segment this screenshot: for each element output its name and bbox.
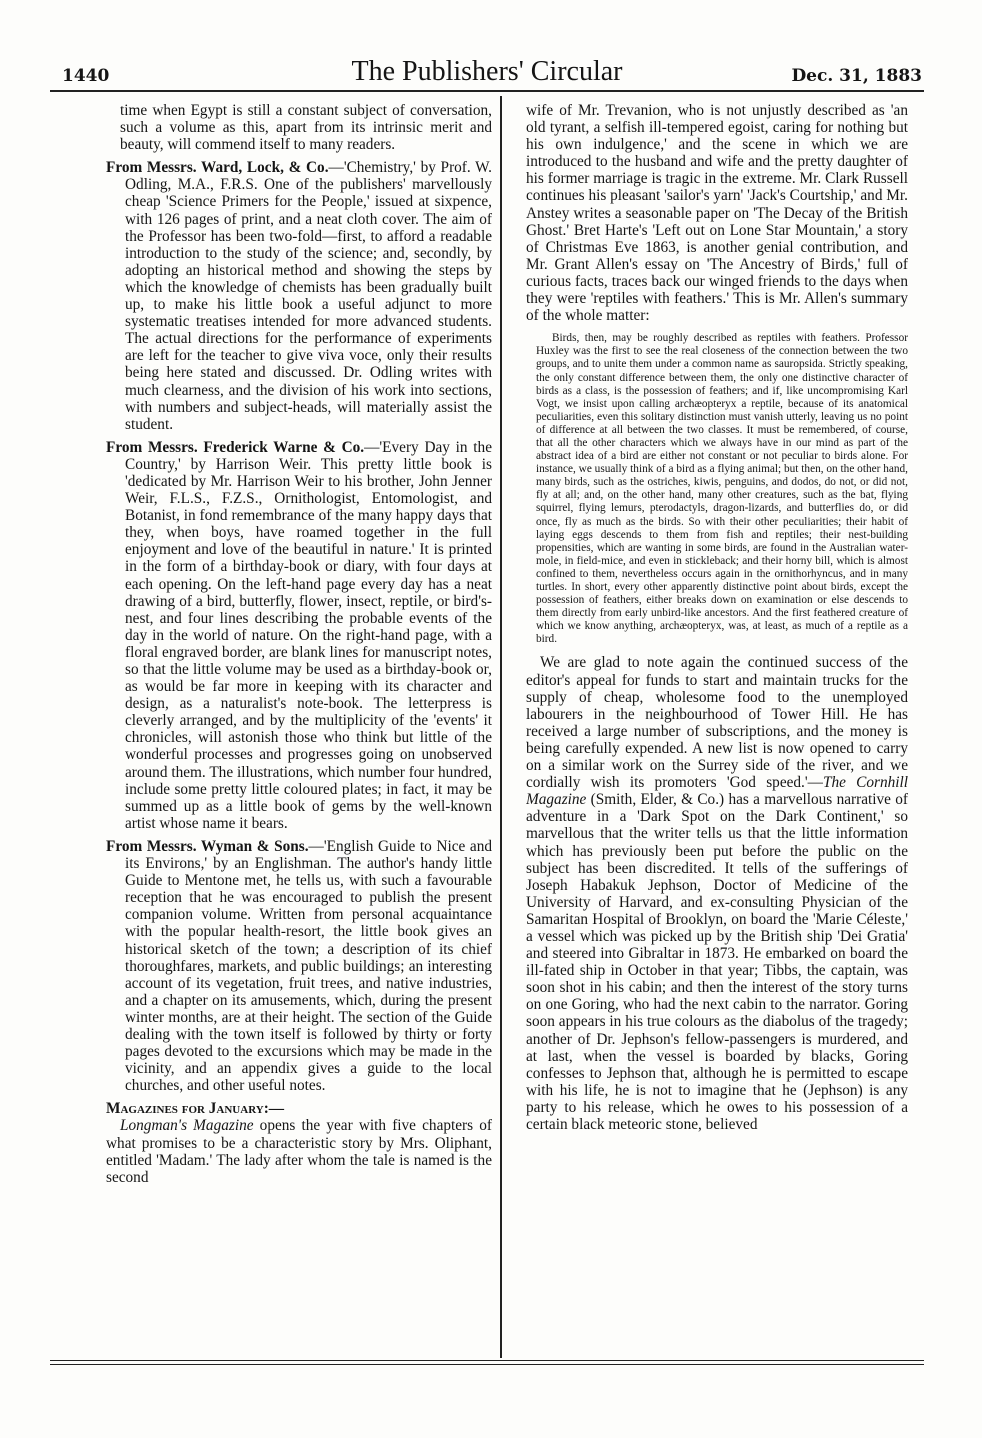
publisher-name: From Messrs. Frederick Warne & Co. — [106, 438, 365, 456]
paragraph-ward-lock — [106, 159, 492, 433]
review-text: —'English Guide to Nice and its Environs,' by an Englishman. The author's handy little Guide to Mentone met, he tells us, with such a favourable reception that he was encouraged to publish the present companion volume. Written from personal acquaintance with the popular health-resort, the little book gives an historical sketch of the town; a description of its chief thoroughfares, markets, and public buildings; an interesting account of its vegetation, fruit trees, and native industries, and a chapter on its amusements, which, during the present winter months, are at their height. The section of the Guide dealing with the town itself is followed by thirty or forty pages devoted to the excursions which may be made in the vicinity, and an appendix gives a guide to the local churches, and other useful notes. — [125, 837, 492, 1095]
review-text: —'Every Day in the Country,' by Harrison Weir. This pretty little book is 'dedicated by Mr. Harrison Weir to his brother, John Jenner Weir, F.L.S., F.Z.S., Ornithologist, Entomologist, and Botanist, in fond remembrance of the many happy days that they, when boys, have roamed together in the full enjoyment and love of the beautiful in nature.' It is printed in the form of a birthday-book or diary, with four days at each opening. On the left-hand page every day has a neat drawing of a bird, butterfly, flower, insect, reptile, or bird's-nest, and four lines describing the probable events of the day in the world of nature. On the right-hand page, with a floral engraved border, are blank lines for manuscript notes, so that the little volume may be used as a birthday-book or, as would be far more in keeping with its character and design, as a naturalist's note-book. The letterpress is cleverly arranged, and by the multiplicity of the 'events' it chronicles, will astonish those who think but little of the wonderful processes and progresses going on unobserved around them. The illustrations, which number four hundred, include some pretty little coloured plates; in fact, it may be summed up as a little book of gems by the well-known artist whose name it bears. — [125, 438, 492, 832]
left-column — [106, 102, 492, 1356]
review-text: We are glad to note again the continued success of the editor's appeal for funds to start and maintain trucks for the supply of cheap, wholesome food to the unemployed labourers in the neighbourhood of Tower Hill. He has received a large number of subscriptions, and the money is being carefully expended. A new list is now opened to carry on a similar work on the Surrey side of the river, and we cordially wish its promoters 'God speed.'— — [526, 654, 908, 792]
magazine-title: The Cornhill Magazine — [526, 774, 908, 809]
journal-title: The Publishers' Circular — [351, 56, 623, 87]
paragraph-trevanion-continued: wife of Mr. Trevanion, who is not unjustly described as 'an old tyrant, a selfish ill-tempered egoist, caring for nothing but his own indulgence,' and the scene in which we are introduced to the husband and wife and the pretty daughter of his former marriage is tragic in the extreme. Mr. Clark Russell continues his pleasant 'sailor's yarn' 'Jack's Courtship,' and Mr. Anstey writes a seasonable paper on 'The Decay of the British Ghost.' Bret Harte's 'Left out on Lone Star Mountain,' a story of Christmas Eve 1863, is another genial contribution, and Mr. Grant Allen's essay on 'The Ancestry of Birds,' full of curious facts, traces back our winged friends to the days when they were 'reptiles with feathers.' This is Mr. Allen's summary of the whole matter: — [526, 102, 908, 325]
page-header — [50, 58, 924, 92]
paragraph-longmans — [106, 1117, 492, 1185]
issue-date: Dec. 31, 1883 — [791, 66, 922, 86]
page-number: 1440 — [62, 66, 110, 86]
review-text: (Smith, Elder, & Co.) has a marvellous narrative of adventure in a 'Dark Spot on the Dark Continent,' so marvellous that the writer tells us that the little information which has previously been put before the public on the subject has been discredited. It tells of the sufferings of Joseph Habakuk Jephson, Doctor of Medicine of the University of Harvard, and ex-consulting Physician of the Samaritan Hospital of Brooklyn, on board the 'Marie Céleste,' a vessel which was picked up by the British ship 'Dei Gratia' and steered into Gibraltar in 1873. He embarked on board the ill-fated ship in October in that year; Tibbs, the captain, was soon shot in his cabin; and then the interest of the story turns on one Goring, who had the next cabin to the narrator. Goring soon appears in his true colours as the diabolus of the tragedy; another of Dr. Jephson's fellow-passengers is murdered, and at last, when the vessel is boarded by blacks, Goring confesses to Jephson that, although he is permitted to escape with his life, he is not to imagine that he (Jephson) is any party to his release, which he owes to his possession of a certain black meteoric stone, believed — [526, 791, 908, 1133]
publisher-name: From Messrs. Wyman & Sons. — [106, 837, 309, 855]
paragraph-wyman-sons — [106, 838, 492, 1094]
paragraph-frederick-warne — [106, 439, 492, 832]
section-heading-magazines: Magazines for January:— — [106, 1100, 285, 1118]
paragraph-cornhill — [526, 654, 908, 1133]
right-column — [526, 102, 908, 1356]
block-quote-ancestry-of-birds: Birds, then, may be roughly described as reptiles with feathers. Professor Huxley was the first to see the real closeness of the connection between the two groups, and to unite them under a common name as sauropsida. Strictly speaking, the only constant difference between them, the only one distinctive character of birds as a class, is the possession of feathers; and if, like uncompromising Karl Vogt, we insist upon calling archæopteryx a reptile, because of its anatomical peculiarities, even this solitary distinction must vanish utterly, leaving us no point of difference at all between the two classes. It must be remembered, of course, that all the other characters which we always have in our mind as part of the abstract idea of a bird are either not constant or not peculiar to birds alone. For instance, we usually think of a bird as a flying animal; but then, on the other hand, many birds, such as the ostriches, kiwis, penguins, and dodos, do not, or did not, fly at all; and, on the other hand, many other creatures, such as the bat, flying squirrel, flying lemurs, pterodactyls, dragon-lizards, and butterflies do, or did once, fly as much as the birds. So with their other peculiarities; their habit of laying eggs descends to them from fish and reptiles; their nest-building propensities, which are wanting in some birds, are found in the Australian water-mole, in field-mice, and even in stickleback; and their horny bill, which is almost confined to them, nevertheless occurs again in the ornithorhyncus, and in many turtles. In short, every other apparently distinctive point about birds, except the possession of feathers, either breaks down on examination or else descends to them directly from early unbird-like ancestors. And the first feathered creature of which we know anything, archæopteryx, was, at least, as much of a reptile as a bird. — [536, 332, 908, 646]
publisher-name: From Messrs. Ward, Lock, & Co. — [106, 159, 329, 177]
review-text: opens the year with five chapters of what promises to be a characteristic story by Mrs. Oliphant, entitled 'Madam.' The lady after whom the tale is named is the second — [106, 1117, 492, 1186]
paragraph-egypt-continued: time when Egypt is still a constant subject of conversation, such a volume as this, apart from its intrinsic merit and beauty, will commend itself to many readers. — [120, 102, 492, 154]
magazine-title: Longman's Magazine — [120, 1117, 254, 1135]
bottom-rule — [50, 1360, 924, 1365]
column-divider — [500, 96, 502, 1358]
review-text: —'Chemistry,' by Prof. W. Odling, M.A., F.R.S. One of the publishers' marvellously cheap 'Science Primers for the People,' issued at sixpence, with 126 pages of print, and a neat cloth cover. The aim of the Professor has been two-fold—first, to afford a readable introduction to the study of the science; and, secondly, by adopting an historical method and showing the steps by which the knowledge of chemists has been gradually built up, to make his little book a useful adjunct to more systematic treatises intended for more advanced students. The actual directions for the performance of experiments are left for the teacher to give viva voce, only their results being here stated and discussed. Dr. Odling writes with much clearness, and the division of his work into sections, with numbers and subject-heads, will materially assist the student. — [125, 159, 492, 433]
